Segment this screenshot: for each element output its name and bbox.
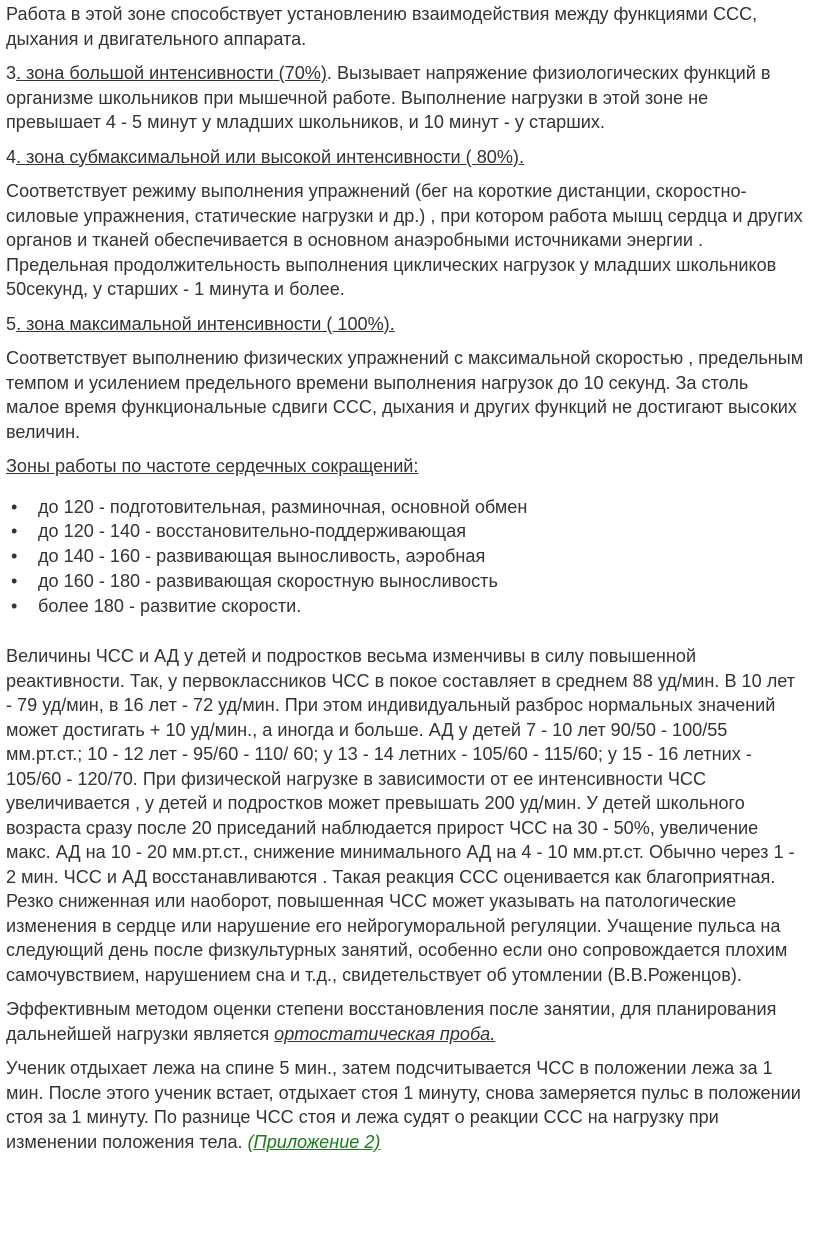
zone5-number: 5 — [6, 313, 17, 334]
method-term: ортостатическая проба. — [274, 1023, 496, 1044]
zone3-text: . Вызывает напряжение физиологических функций в организме школьников при мышечной работе. Выполнение нагрузки в этой зоне не превышает 4 - 5 минут у младших школьников, и 10 минут - у старших. — [6, 63, 771, 132]
zone4-heading — [6, 145, 806, 170]
method-text: Эффективным методом оценки степени восстановления после занятии, для планирования дальнейшей нагрузки является — [6, 999, 777, 1044]
bullet-icon: • — [11, 521, 18, 542]
list-item: • до 160 - 180 - развивающая скоростную выносливость — [6, 569, 806, 594]
list-item: • до 120 - 140 - восстановительно-поддерживающая — [6, 519, 806, 544]
bullet-icon: • — [11, 496, 18, 517]
test-paragraph — [6, 1056, 806, 1154]
list-item: • до 140 - 160 - развивающая выносливость, аэробная — [6, 544, 806, 569]
hr-zones-list — [6, 495, 806, 619]
zone3-paragraph — [6, 61, 806, 135]
zone3-number: 3 — [6, 63, 17, 83]
intro-paragraph: Работа в этой зоне способствует установлению взаимодействия между функциями ССС, дыхания и двигательного аппарата. — [6, 4, 758, 49]
test-text: Ученик отдыхает лежа на спине 5 мин., затем подсчитывается ЧСС в положении лежа за 1 мин. После этого ученик встает, отдыхает стоя 1 минуту, снова замеряется пульс в положении стоя за 1 минуту. По разнице ЧСС стоя и лежа судят о реакции ССС на нагрузку при изменении положения тела. — [6, 1058, 801, 1152]
zone5-heading — [6, 312, 806, 337]
bullet-icon: • — [11, 595, 18, 616]
zone4-number: 4 — [6, 146, 17, 167]
list-item: • до 120 - подготовительная, разминочная, основной обмен — [6, 495, 806, 520]
values-paragraph: Величины ЧСС и АД у детей и подростков весьма изменчивы в силу повышенной реактивности. Так, у первоклассников ЧСС в покое составляет в среднем 88 уд/мин. В 10 лет - 79 уд/мин, в 16 лет - 72 уд/мин. При этом индивидуальный разброс нормальных значений может достигать + 10 уд/мин., а иногда и больше. АД у детей 7 - 10 лет 90/50 - 100/55 мм.рт.ст.; 10 - 12 лет - 95/60 - 110/ 60; у 13 - 14 летних - 105/60 - 115/60; у 15 - 16 летних - 105/60 - 120/70. При физической нагрузке в зависимости от ее интенсивности ЧСС увеличивается , у детей и подростков может превышать 200 уд/мин. У детей школьного возраста сразу после 20 приседаний наблюдается прирост ЧСС на 30 - 50%, увеличение макс. АД на 10 - 20 мм.рт.ст., снижение минимального АД на 4 - 10 мм.рт.ст. Обычно через 1 - 2 мин. ЧСС и АД восстанавливаются . Такая реакция ССС оценивается как благоприятная. Резко сниженная или наоборот, повышенная ЧСС может указывать на патологические изменения в сердце или нарушение его нейрогуморальной регуляции. Учащение пульса на следующий день после физкультурных занятий, особенно если оно сопровождается плохим самочувствием, нарушением сна и т.д., свидетельствует об утомлении (В.В.Роженцов). — [6, 646, 796, 985]
hr-zones-heading: Зоны работы по частоте сердечных сокращений: — [6, 456, 419, 476]
bullet-icon: • — [11, 546, 18, 567]
list-item: • более 180 - развитие скорости. — [6, 594, 806, 619]
zone5-title: . зона максимальной интенсивности ( 100%). — [16, 313, 395, 334]
bullet-icon: • — [11, 570, 18, 591]
zone3-title: . зона большой интенсивности (70%) — [16, 63, 327, 83]
zone4-title: . зона субмаксимальной или высокой интенсивности ( 80%). — [16, 146, 524, 167]
zone4-paragraph: Соответствует режиму выполнения упражнений (бег на короткие дистанции, скоростно-силовые упражнения, статические нагрузки и др.) , при котором работа мышц сердца и других органов и тканей обеспечивается в основном анаэробными источниками энергии . Предельная продолжительность выполнения циклических нагрузок у младших школьников 50секунд, у старших - 1 минута и более. — [6, 181, 803, 299]
zone5-paragraph: Соответствует выполнению физических упражнений с максимальной скоростью , предельным темпом и усилением предельного времени выполнения нагрузок до 10 секунд. За столь малое время функциональные сдвиги ССС, дыхания и других функций не достигают высоких величин. — [6, 348, 804, 442]
method-paragraph — [6, 997, 806, 1046]
appendix-link[interactable]: (Приложение 2) — [247, 1131, 381, 1152]
